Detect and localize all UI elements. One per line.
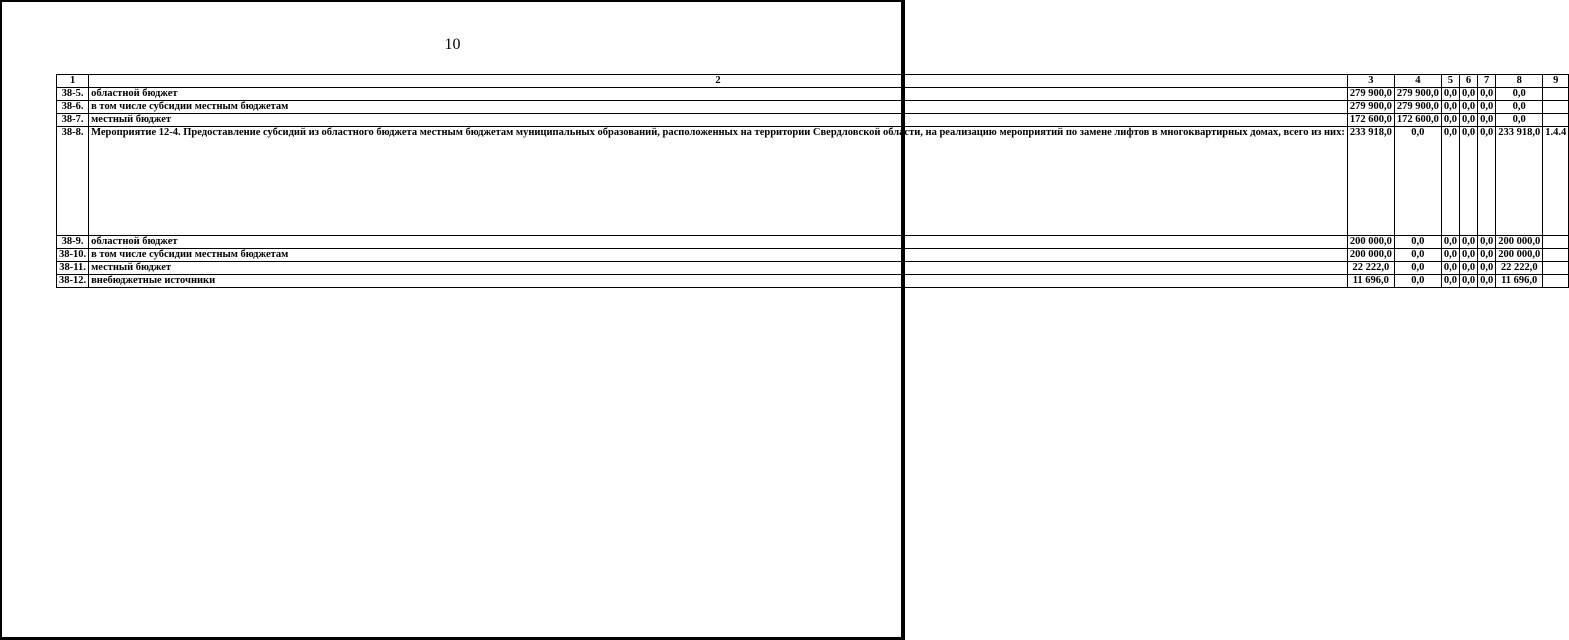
cell-col3: 279 900,0	[1347, 88, 1394, 101]
cell-col5: 0,0	[1441, 114, 1459, 127]
cell-col5: 0,0	[1441, 262, 1459, 275]
page-number: 10	[444, 36, 461, 53]
cell-col7: 0,0	[1478, 101, 1496, 114]
cell-col7: 0,0	[1478, 88, 1496, 101]
cell-col5: 0,0	[1441, 236, 1459, 249]
table-row	[57, 101, 1569, 114]
cell-col3: 22 222,0	[1347, 262, 1394, 275]
cell-col9	[1543, 114, 1569, 127]
table-row	[57, 275, 1569, 288]
table-row	[57, 88, 1569, 101]
budget-table	[56, 74, 1569, 288]
cell-col4: 279 900,0	[1394, 88, 1441, 101]
cell-col6: 0,0	[1459, 127, 1477, 236]
header-cell: 5	[1441, 75, 1459, 88]
table-row	[57, 249, 1569, 262]
row-number: 38-8.	[57, 127, 89, 236]
cell-col9	[1543, 101, 1569, 114]
cell-col8: 233 918,0	[1496, 127, 1543, 236]
cell-col3: 279 900,0	[1347, 101, 1394, 114]
cell-col4: 0,0	[1394, 236, 1441, 249]
cell-col3: 200 000,0	[1347, 249, 1394, 262]
row-number: 38-12.	[57, 275, 89, 288]
header-cell: 4	[1394, 75, 1441, 88]
header-cell: 6	[1459, 75, 1477, 88]
header-row	[57, 75, 1569, 88]
cell-col6: 0,0	[1459, 236, 1477, 249]
cell-col9: 1.4.4	[1543, 127, 1569, 236]
cell-col8: 200 000,0	[1496, 236, 1543, 249]
row-number: 38-5.	[57, 88, 89, 101]
cell-col6: 0,0	[1459, 114, 1477, 127]
table-row	[57, 236, 1569, 249]
cell-col6: 0,0	[1459, 101, 1477, 114]
cell-col9	[1543, 275, 1569, 288]
row-label: в том числе субсидии местным бюджетам	[89, 101, 1348, 114]
cell-col4: 0,0	[1394, 262, 1441, 275]
cell-col9	[1543, 236, 1569, 249]
table-row	[57, 127, 1569, 236]
row-number: 38-11.	[57, 262, 89, 275]
cell-col5: 0,0	[1441, 127, 1459, 236]
header-cell: 7	[1478, 75, 1496, 88]
cell-col8: 22 222,0	[1496, 262, 1543, 275]
cell-col5: 0,0	[1441, 101, 1459, 114]
row-number: 38-10.	[57, 249, 89, 262]
cell-col7: 0,0	[1478, 127, 1496, 236]
cell-col6: 0,0	[1459, 275, 1477, 288]
cell-col4: 0,0	[1394, 249, 1441, 262]
cell-col9	[1543, 262, 1569, 275]
cell-col3: 172 600,0	[1347, 114, 1394, 127]
cell-col3: 200 000,0	[1347, 236, 1394, 249]
row-label: в том числе субсидии местным бюджетам	[89, 249, 1348, 262]
cell-col6: 0,0	[1459, 88, 1477, 101]
cell-col7: 0,0	[1478, 262, 1496, 275]
row-label: областной бюджет	[89, 88, 1348, 101]
row-number: 38-9.	[57, 236, 89, 249]
cell-col5: 0,0	[1441, 88, 1459, 101]
cell-col4: 0,0	[1394, 127, 1441, 236]
table-row	[57, 262, 1569, 275]
header-cell: 9	[1543, 75, 1569, 88]
cell-col7: 0,0	[1478, 236, 1496, 249]
header-cell: 3	[1347, 75, 1394, 88]
cell-col7: 0,0	[1478, 114, 1496, 127]
cell-col4: 0,0	[1394, 275, 1441, 288]
cell-col7: 0,0	[1478, 275, 1496, 288]
header-cell: 8	[1496, 75, 1543, 88]
cell-col8: 200 000,0	[1496, 249, 1543, 262]
row-label: местный бюджет	[89, 114, 1348, 127]
cell-col5: 0,0	[1441, 275, 1459, 288]
cell-col7: 0,0	[1478, 249, 1496, 262]
table-row	[57, 114, 1569, 127]
row-label: Мероприятие 12-4. Предоставление субсидий из областного бюджета местным бюджетам муниципальных образований, расположенных на территории Свердловской области, на реализацию мероприятий по замене лифтов в многоквартирных домах, всего из них:	[89, 127, 1348, 236]
cell-col8: 0,0	[1496, 101, 1543, 114]
cell-col4: 279 900,0	[1394, 101, 1441, 114]
row-label: областной бюджет	[89, 236, 1348, 249]
cell-col9	[1543, 88, 1569, 101]
row-number: 38-7.	[57, 114, 89, 127]
row-label: местный бюджет	[89, 262, 1348, 275]
cell-col5: 0,0	[1441, 249, 1459, 262]
row-label: внебюджетные источники	[89, 275, 1348, 288]
cell-col4: 172 600,0	[1394, 114, 1441, 127]
header-cell: 1	[57, 75, 89, 88]
cell-col8: 0,0	[1496, 114, 1543, 127]
cell-col3: 233 918,0	[1347, 127, 1394, 236]
cell-col6: 0,0	[1459, 262, 1477, 275]
header-cell: 2	[89, 75, 1348, 88]
row-number: 38-6.	[57, 101, 89, 114]
cell-col3: 11 696,0	[1347, 275, 1394, 288]
cell-col8: 0,0	[1496, 88, 1543, 101]
cell-col9	[1543, 249, 1569, 262]
cell-col8: 11 696,0	[1496, 275, 1543, 288]
cell-col6: 0,0	[1459, 249, 1477, 262]
